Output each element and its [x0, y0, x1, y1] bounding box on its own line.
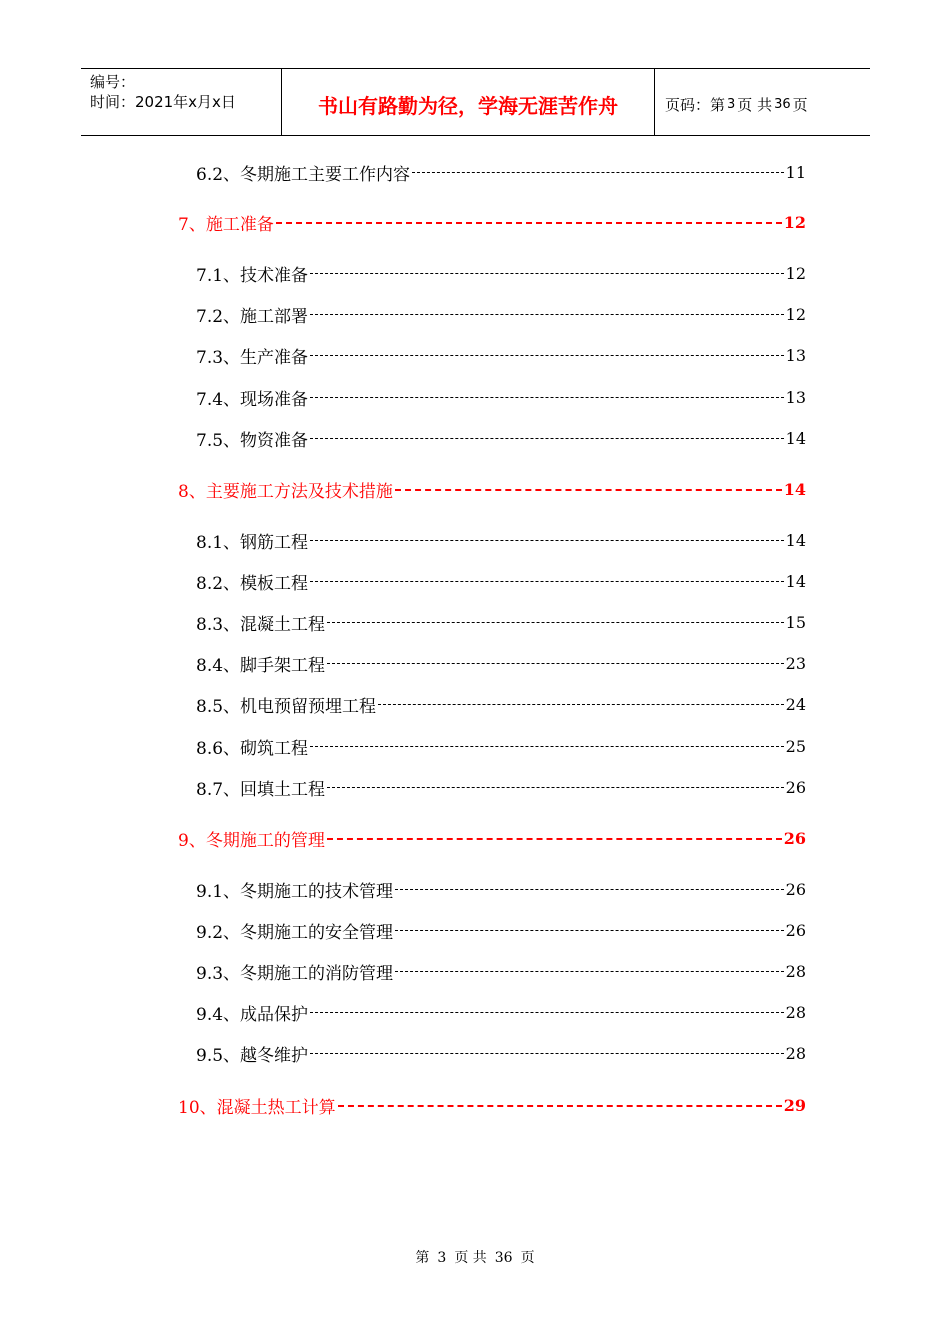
toc-entry-page: 14	[785, 530, 806, 550]
toc-leader	[310, 581, 784, 583]
toc-entry-page: 26	[785, 777, 806, 797]
toc-entry-label: 10、混凝土热工计算	[178, 1097, 336, 1118]
toc-leader	[310, 438, 784, 440]
toc-entry[interactable]	[178, 210, 806, 234]
toc-entry-label: 9.1、冬期施工的技术管理	[196, 881, 394, 902]
toc-entry-page: 14	[783, 479, 806, 499]
toc-entry[interactable]	[196, 775, 806, 799]
toc-leader	[310, 746, 784, 748]
toc-entry-label: 9.2、冬期施工的安全管理	[196, 922, 394, 943]
toc-leader	[310, 273, 784, 275]
toc-entry[interactable]	[178, 477, 806, 501]
toc-entry[interactable]	[178, 826, 806, 850]
toc-entry[interactable]	[196, 426, 806, 450]
toc-entry-label: 7.3、生产准备	[196, 347, 309, 368]
toc-entry-page: 14	[785, 428, 806, 448]
header-page-info	[655, 69, 870, 135]
toc-leader	[412, 172, 784, 174]
toc-entry[interactable]	[196, 734, 806, 758]
toc-entry[interactable]	[196, 528, 806, 552]
toc-entry-label: 8.5、机电预留预埋工程	[196, 696, 377, 717]
toc-entry-label: 9.5、越冬维护	[196, 1045, 309, 1066]
toc-entry[interactable]	[196, 877, 806, 901]
toc-leader	[310, 1053, 784, 1055]
header-page-suffix: 页	[792, 95, 808, 114]
toc-entry-label: 9.4、成品保护	[196, 1004, 309, 1025]
toc-entry[interactable]	[178, 1093, 806, 1117]
toc-entry-page: 26	[785, 879, 806, 899]
toc-entry-label: 8.7、回填土工程	[196, 779, 326, 800]
toc-entry[interactable]	[196, 385, 806, 409]
toc-entry-label: 8、主要施工方法及技术措施	[178, 481, 393, 502]
toc-entry-label: 7.2、施工部署	[196, 306, 309, 327]
toc-leader	[395, 489, 782, 492]
footer-total-pages: 36	[494, 1250, 513, 1266]
toc-leader	[310, 540, 784, 542]
toc-entry-page: 28	[785, 961, 806, 981]
toc-entry[interactable]	[196, 918, 806, 942]
header-page-mid: 页 共	[737, 95, 773, 114]
toc-entry-label: 7、施工准备	[178, 214, 274, 235]
toc-leader	[395, 889, 784, 891]
toc-entry-page: 12	[785, 263, 806, 283]
toc-leader	[310, 397, 784, 399]
footer-mid: 页 共	[454, 1250, 487, 1266]
toc-entry-label: 6.2、冬期施工主要工作内容	[196, 164, 411, 185]
toc-entry-page: 26	[785, 920, 806, 940]
toc-entry[interactable]	[196, 959, 806, 983]
toc-entry-page: 28	[785, 1043, 806, 1063]
toc-leader	[310, 355, 784, 357]
toc-entry-page: 13	[785, 345, 806, 365]
header-meta	[81, 69, 282, 135]
toc-entry-page: 12	[783, 212, 806, 232]
toc-entry-label: 9、冬期施工的管理	[178, 830, 325, 851]
header-page-total: 36	[774, 96, 791, 112]
toc-entry[interactable]	[196, 651, 806, 675]
toc-entry-label: 7.4、现场准备	[196, 389, 309, 410]
toc-entry-label: 8.6、砌筑工程	[196, 738, 309, 759]
toc-entry-page: 11	[785, 162, 806, 182]
toc-entry-label: 8.4、脚手架工程	[196, 655, 326, 676]
toc-entry[interactable]	[196, 610, 806, 634]
page-footer	[0, 1247, 950, 1267]
toc-entry-label: 8.3、混凝土工程	[196, 614, 326, 635]
toc-entry-page: 12	[785, 304, 806, 324]
header-page-current: 3	[727, 96, 736, 112]
toc-entry-label: 8.1、钢筋工程	[196, 532, 309, 553]
page-header	[81, 68, 870, 136]
toc-entry-page: 23	[785, 653, 806, 673]
header-motto: 书山有路勤为径，学海无涯苦作舟	[282, 69, 655, 135]
toc-leader	[327, 663, 784, 665]
toc-entry[interactable]	[196, 1000, 806, 1024]
toc-entry[interactable]	[196, 261, 806, 285]
header-page-prefix: 页码：第	[665, 95, 726, 114]
toc-entry-page: 15	[785, 612, 806, 632]
toc-entry-page: 28	[785, 1002, 806, 1022]
toc-entry-label: 8.2、模板工程	[196, 573, 309, 594]
toc-entry-page: 25	[785, 736, 806, 756]
toc-entry-page: 14	[785, 571, 806, 591]
toc-leader	[310, 1012, 784, 1014]
toc-leader	[338, 1105, 782, 1108]
toc-leader	[310, 314, 784, 316]
toc-entry-page: 13	[785, 387, 806, 407]
toc-leader	[395, 971, 784, 973]
toc-entry-label: 9.3、冬期施工的消防管理	[196, 963, 394, 984]
toc-entry-page: 24	[785, 694, 806, 714]
toc-entry[interactable]	[196, 343, 806, 367]
toc-entry[interactable]	[196, 302, 806, 326]
toc-entry-page: 29	[783, 1095, 806, 1115]
document-time-label: 时间：2021年x月x日	[90, 93, 236, 111]
toc-leader	[327, 622, 784, 624]
toc-entry-label: 7.5、物资准备	[196, 430, 309, 451]
toc-entry-page: 26	[783, 828, 806, 848]
toc-entry[interactable]	[196, 1041, 806, 1065]
footer-suffix: 页	[520, 1250, 535, 1266]
toc-entry[interactable]	[196, 160, 806, 184]
footer-prefix: 第	[415, 1250, 430, 1266]
toc-entry[interactable]	[196, 692, 806, 716]
toc-leader	[276, 222, 782, 225]
document-number-label: 编号：	[90, 73, 136, 91]
footer-current-page: 3	[437, 1250, 447, 1266]
toc-leader	[327, 787, 784, 789]
toc-leader	[395, 930, 784, 932]
toc-entry-label: 7.1、技术准备	[196, 265, 309, 286]
toc-leader	[378, 704, 784, 706]
toc-entry[interactable]	[196, 569, 806, 593]
toc-leader	[327, 838, 782, 841]
